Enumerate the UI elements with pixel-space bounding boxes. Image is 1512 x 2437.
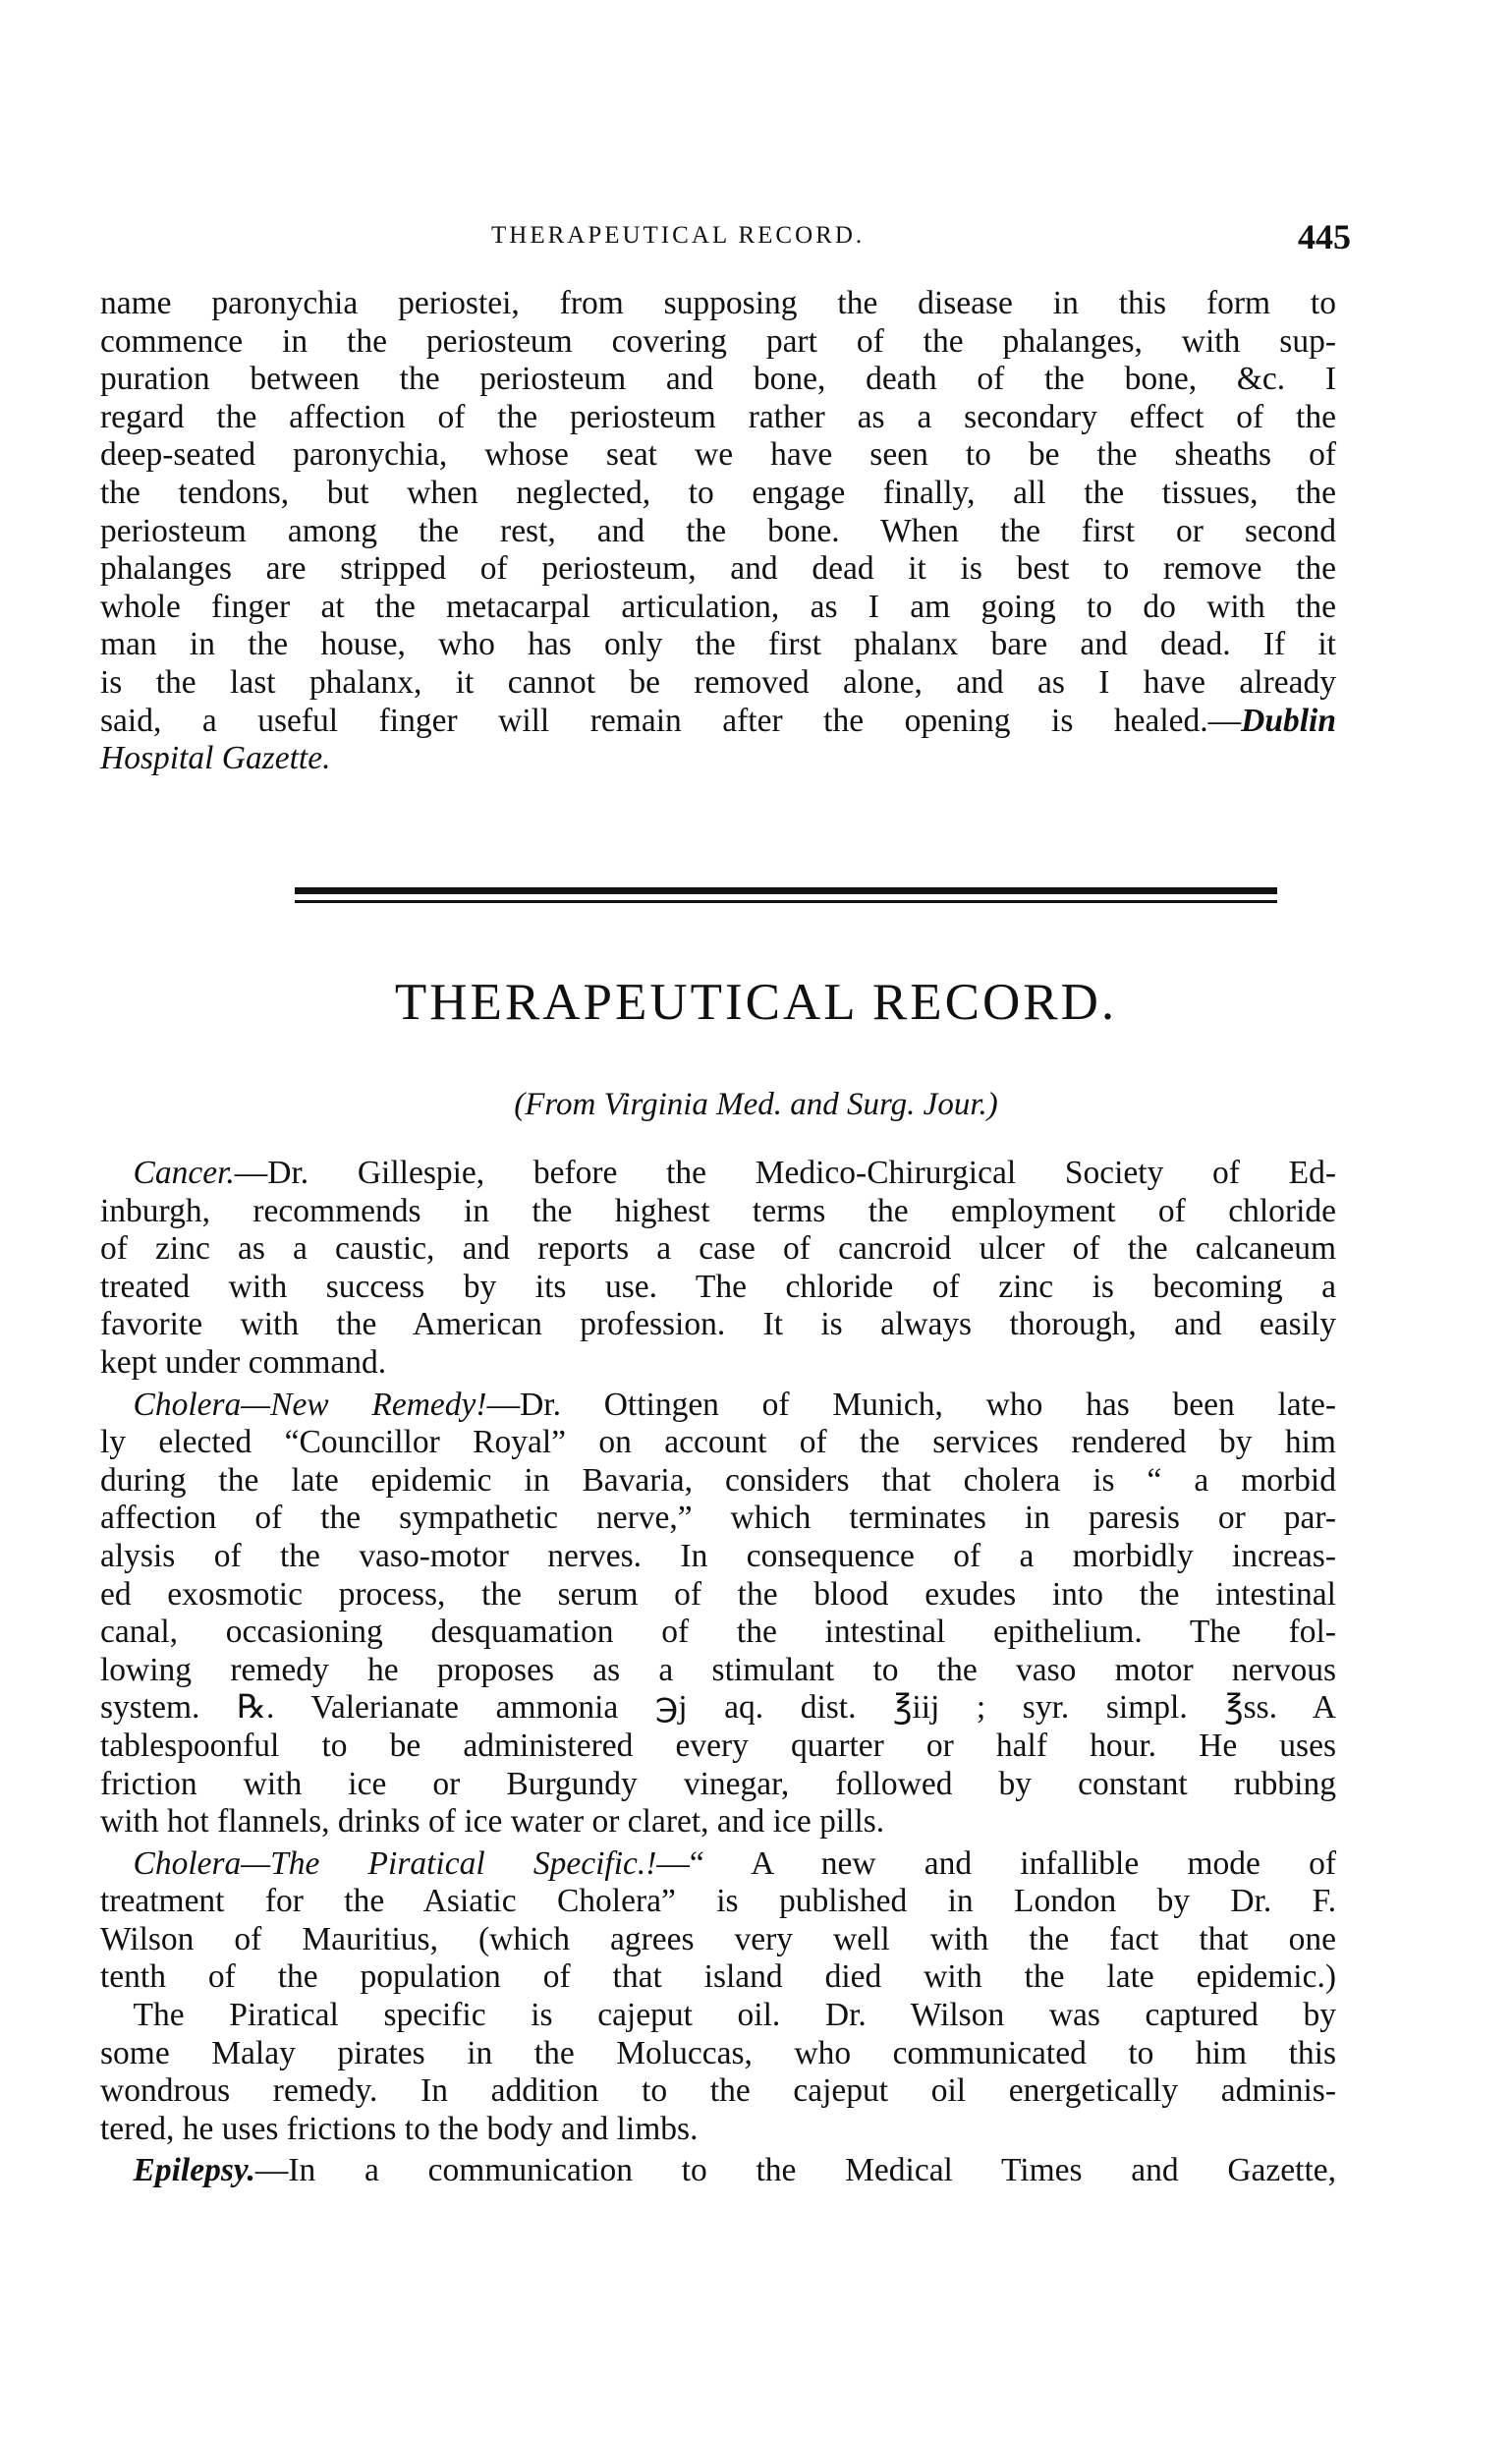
text-line: with hot flannels, drinks of ice water or claret, and ice pills. [100,1803,885,1841]
text-fragment: —Dr. Ottingen of Munich, who has been late- [486,1386,1336,1423]
text-line: whole finger at the metacarpal articulation, as I am going to do with the [100,588,1336,625]
text-line: favorite with the American profession. It is always thorough, and easily [100,1306,1336,1343]
entry-heading: Cancer. [133,1155,235,1191]
text-line: of zinc as a caustic, and reports a case of cancroid ulcer of the calcaneum [100,1230,1336,1268]
text-line: commence in the periosteum covering part of the phalanges, with sup- [100,322,1336,360]
text-fragment: said, a useful finger will remain after the opening is healed.— [100,702,1242,739]
text-fragment: —“ A new and infallible mode of [656,1844,1336,1882]
text-line: some Malay pirates in the Moluccas, who communicated to him this [100,2034,1336,2071]
text-line: phalanges are stripped of periosteum, and dead it is best to remove the [100,550,1336,588]
text-line: tenth of the population of that island died with the late epidemic.) [100,1958,1336,1996]
text-line: kept under command. [100,1343,387,1381]
entry-cholera [100,1387,1336,1842]
text-line [100,1387,1336,1425]
source-citation: Hospital Gazette. [100,740,331,777]
entry-cancer [100,1155,1336,1383]
text-line: friction with ice or Burgundy vinegar, followed by constant rubbing [100,1765,1336,1802]
text-line: man in the house, who has only the first phalanx bare and dead. If it [100,626,1336,663]
text-line: during the late epidemic in Bavaria, considers that cholera is “ a morbid [100,1461,1336,1499]
divider-thick-rule [295,887,1277,894]
text-line: lowing remedy he proposes as a stimulant to the vaso motor nervous [100,1651,1336,1688]
text-line: treated with success by its use. The chloride of zinc is becoming a [100,1268,1336,1305]
text-line: system. ℞. Valerianate ammonia ℈j aq. dist. ℥iij ; syr. simpl. ℥ss. A [100,1689,1336,1727]
entry-heading: Cholera—New Remedy! [133,1386,487,1423]
text-line: ly elected “Councillor Royal” on account of the services rendered by him [100,1424,1336,1461]
text-line: alysis of the vaso-motor nerves. In consequence of a morbidly increas- [100,1537,1336,1574]
entry-heading: Cholera—The Piratical Specific.! [133,1844,657,1882]
text-fragment: —In a communication to the Medical Times and Gazette, [254,2152,1336,2189]
text-line: puration between the periosteum and bone, death of the bone, &c. I [100,361,1336,398]
entry-epilepsy [100,2152,1336,2190]
text-line: regard the affection of the periosteum rather as a secondary effect of the [100,398,1336,435]
entry-heading: Epilepsy. [133,2152,255,2189]
text-line [100,2152,1336,2190]
text-line: tablespoonful to be administered every quarter or half hour. He uses [100,1727,1336,1764]
text-line: affection of the sympathetic nerve,” which terminates in paresis or par- [100,1500,1336,1537]
text-line [100,1845,1336,1884]
source-citation: Dublin [1241,702,1336,739]
text-fragment: The Piratical specific is cajeput oil. Dr. Wilson was captured by [133,1997,1336,2034]
continuation-paragraph [100,285,1336,778]
entry-cholera-piratical [100,1845,1336,2149]
running-title: THERAPEUTICAL RECORD. [491,222,866,249]
text-line: wondrous remedy. In addition to the cajeput oil energetically adminis- [100,2072,1336,2110]
text-line [100,1155,1336,1193]
section-title: THERAPEUTICAL RECORD. [394,974,1118,1031]
text-line: treatment for the Asiatic Cholera” is published in London by Dr. F. [100,1883,1336,1920]
text-line: periosteum among the rest, and the bone. When the first or second [100,512,1336,549]
text-line: Wilson of Mauritius, (which agrees very well with the fact that one [100,1920,1336,1957]
text-line: is the last phalanx, it cannot be removed alone, and as I have already [100,663,1336,701]
text-line [100,740,1336,778]
section-divider [295,887,1277,903]
section-source: (From Virginia Med. and Surg. Jour.) [514,1087,998,1122]
text-line: ed exosmotic process, the serum of the blood exudes into the intestinal [100,1575,1336,1613]
section-body [100,1155,1336,2190]
text-line: tered, he uses frictions to the body and limbs. [100,2110,699,2147]
text-line: the tendons, but when neglected, to engage finally, all the tissues, the [100,474,1336,511]
running-header [118,217,1351,261]
text-line: deep-seated paronychia, whose seat we have seen to be the sheaths of [100,436,1336,474]
text-line: name paronychia periostei, from supposing the disease in this form to [100,285,1336,321]
text-fragment: —Dr. Gillespie, before the Medico-Chirurgical Society of Ed- [234,1155,1336,1191]
text-line: inburgh, recommends in the highest terms the employment of chloride [100,1192,1336,1229]
divider-thin-rule [295,900,1277,903]
text-line [100,1997,1336,2035]
text-line: canal, occasioning desquamation of the intestinal epithelium. The fol- [100,1614,1336,1651]
text-line [100,703,1336,741]
page-number: 445 [1298,217,1351,256]
